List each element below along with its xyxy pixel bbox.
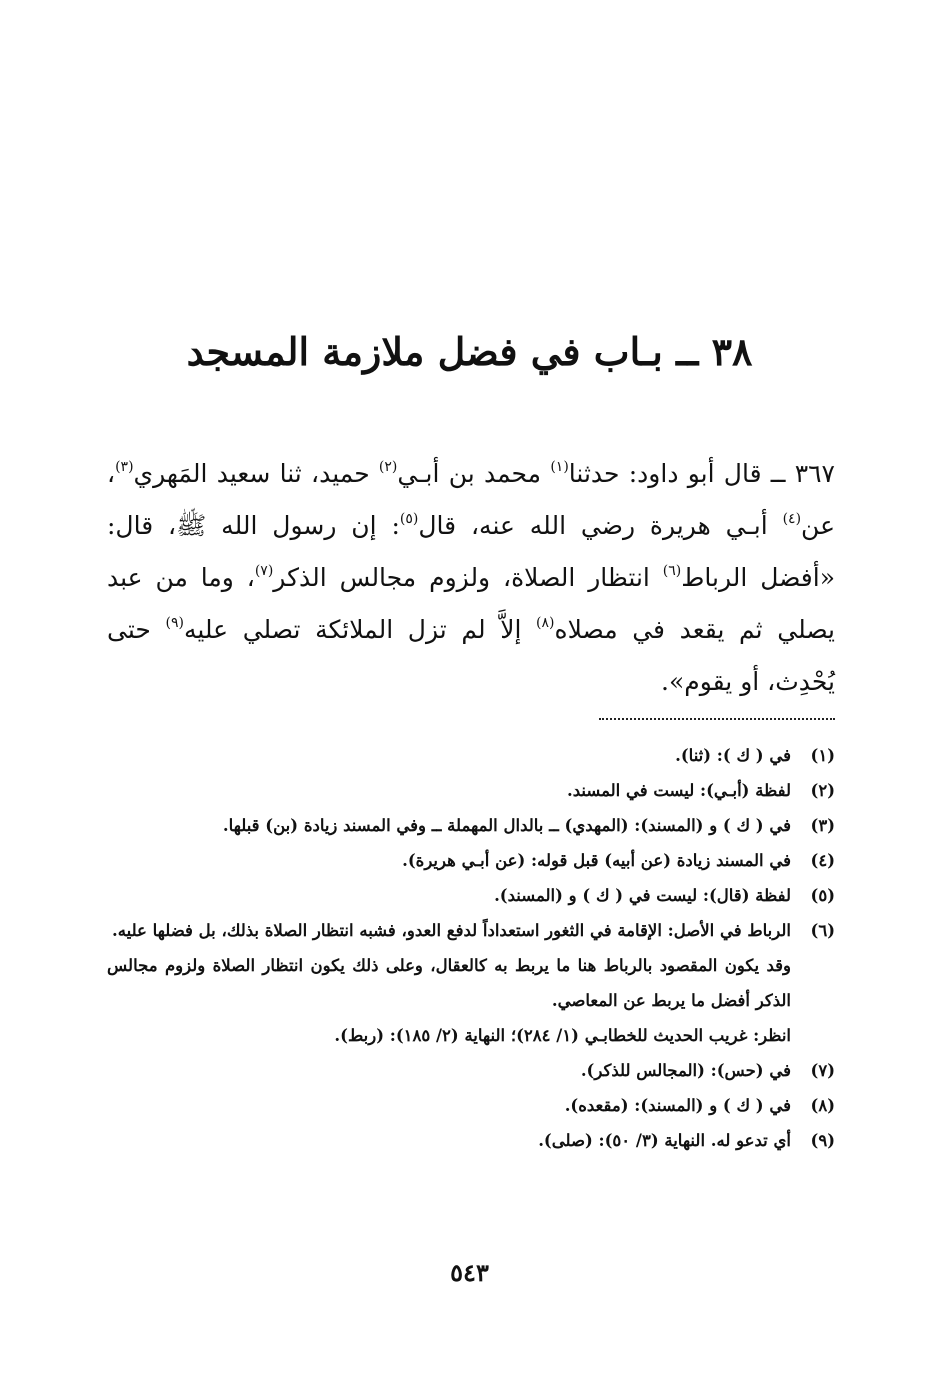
footnotes <box>107 738 835 1158</box>
footnote-text: في (حس): (المجالس للذكر). <box>580 1061 791 1080</box>
hadith-segment: انتظار الصلاة، ولزوم مجالس الذكر <box>273 563 663 592</box>
chapter-title: ٣٨ ــ بـاب في فضل ملازمة المسجد <box>186 329 753 374</box>
hadith-text <box>107 448 835 708</box>
hadith-segment: : إن رسول الله ﷺ، قال: «أفضل الرباط <box>107 511 835 592</box>
footnote-ref[interactable]: (٣) <box>115 458 134 475</box>
hadith-segment: حميد، ثنا سعيد المَهري <box>133 459 379 488</box>
footnote-number: (٣) <box>810 816 835 835</box>
footnote-continuation: وقد يكون المقصود بالرباط هنا ما يربط به كالعقال، وعلى ذلك يكون انتظار الصلاة ولزوم مجالس الذكر أفضل ما يربط عن المعاصي. <box>107 956 791 1010</box>
footnote-ref[interactable]: (٦) <box>662 562 682 579</box>
footnote-ref[interactable]: (٩) <box>165 614 184 631</box>
footnote-continuation: انظر: غريب الحديث للخطابـي (١/ ٢٨٤)؛ النهاية (٢/ ١٨٥): (ربط). <box>334 1026 791 1045</box>
hadith-segment: ، عن <box>107 459 835 540</box>
footnote-ref[interactable]: (٧) <box>254 562 274 579</box>
footnote-separator <box>599 708 835 720</box>
hadith-segment: ٣٦٧ ــ قال أبو داود: حدثنا <box>568 459 835 488</box>
footnote-text: في ( ك ) و (المسند): (مقعده). <box>564 1096 791 1115</box>
page-number: ٥٤٣ <box>450 1258 489 1287</box>
footnote-number: (٦) <box>810 921 835 940</box>
footnote-item <box>107 1088 835 1123</box>
footnote-text: في المسند زيادة (عن أبيه) قبل قوله: (عن أبـي هريرة). <box>402 851 791 870</box>
footnote-ref[interactable]: (٢) <box>378 458 398 475</box>
footnote-text: لفظة (قال): ليست في ( ك ) و (المسند). <box>494 886 791 905</box>
footnote-number: (٤) <box>810 851 835 870</box>
footnote-text: في ( ك ) و (المسند): (المهدي) ــ بالدال المهملة ــ وفي المسند زيادة (بن) قبلها. <box>222 816 791 835</box>
hadith-segment: حتى يُحْدِث، أو يقوم». <box>107 615 835 696</box>
footnote-item <box>107 913 835 948</box>
footnote-item <box>107 738 835 773</box>
footnote-ref[interactable]: (٨) <box>536 614 555 631</box>
footnote-text: في ( ك ): (ثنا). <box>675 746 791 765</box>
footnote-item <box>107 843 835 878</box>
footnote-text: لفظة (أبـي): ليست في المسند. <box>566 781 791 800</box>
footnote-ref[interactable]: (٤) <box>782 510 802 527</box>
footnote-number: (٨) <box>810 1096 835 1115</box>
footnote-item <box>107 1123 835 1158</box>
footnote-number: (٧) <box>810 1061 835 1080</box>
footnote-item <box>107 808 835 843</box>
hadith-segment: أبـي هريرة رضي الله عنه، قال <box>418 511 783 540</box>
footnote-number: (٢) <box>810 781 835 800</box>
footnote-number: (١) <box>810 746 835 765</box>
footnote-item <box>107 1053 835 1088</box>
hadith-segment: محمد بن أبـي <box>397 459 551 488</box>
footnote-ref[interactable]: (٥) <box>399 510 419 527</box>
footnote-number: (٥) <box>810 886 835 905</box>
footnote-text: أي تدعو له. النهاية (٣/ ٥٠): (صلى). <box>538 1131 791 1150</box>
hadith-segment: إلاَّ لم تزل الملائكة تصلي عليه <box>183 615 537 644</box>
footnote-text: الرباط في الأصل: الإقامة في الثغور استعداداً لدفع العدو، فشبه انتظار الصلاة بذلك، بل فضلها عليه. <box>112 921 791 940</box>
footnote-item <box>107 773 835 808</box>
footnote-item <box>107 878 835 913</box>
footnote-ref[interactable]: (١) <box>550 458 569 475</box>
hadith-segment: ، وما من عبد يصلي ثم يقعد في مصلاه <box>107 563 835 644</box>
footnote-number: (٩) <box>810 1131 835 1150</box>
